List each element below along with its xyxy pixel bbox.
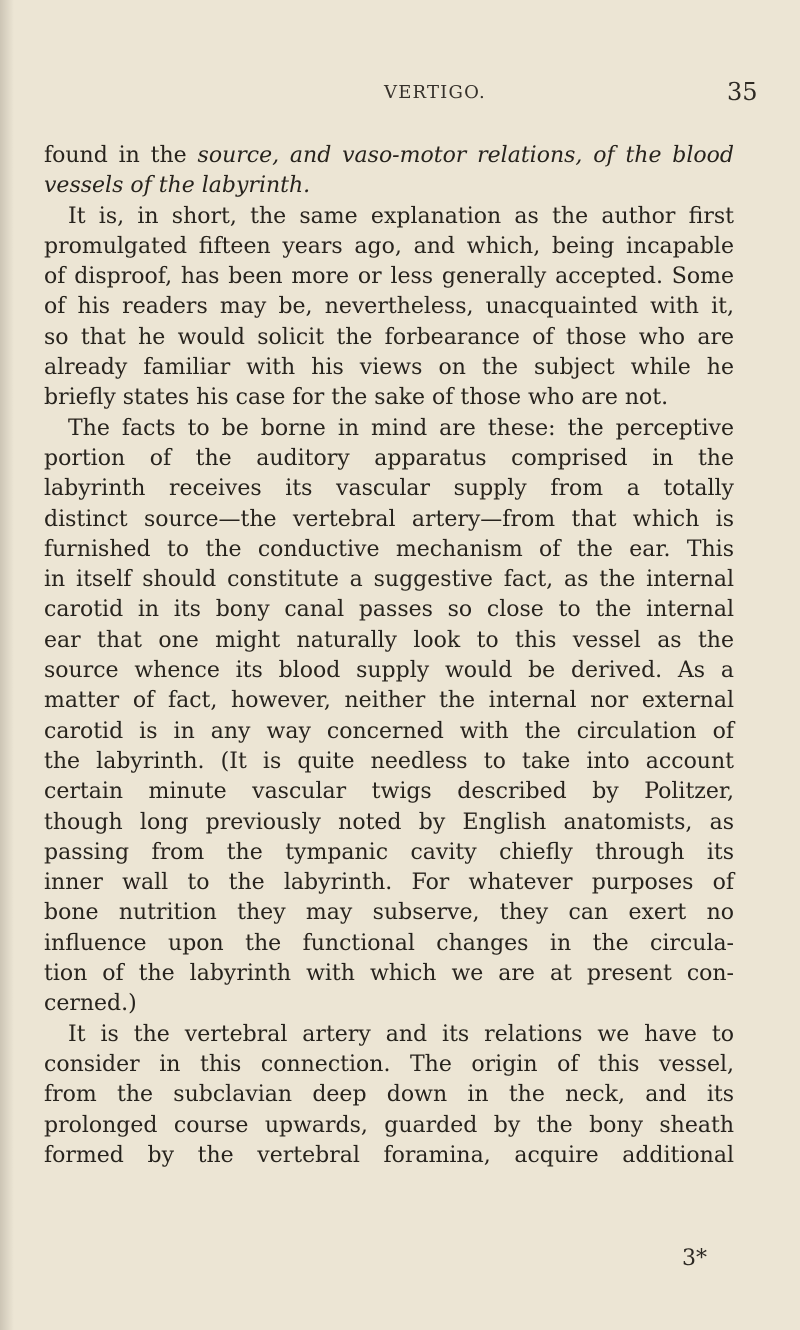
text-line-34: formed by the vertebral foramina, acquire additional (44, 1142, 734, 1168)
text-line-15: in itself should constitute a suggestive fact, as the internal (44, 567, 734, 593)
text-line-12: labyrinth receives its vascular supply from a totally (44, 476, 734, 502)
text-line-26: bone nutrition they may subserve, they can exert no (44, 900, 734, 926)
running-header-title: VERTIGO. (384, 82, 486, 103)
text-line-30: It is the vertebral artery and its relations we have to (68, 1021, 734, 1047)
text-line-24: passing from the tympanic cavity chiefly through its (44, 839, 734, 865)
text-line-1: found in the source, and vaso-motor relations, of the blood (44, 143, 734, 168)
text-line-19: matter of fact, however, neither the internal nor external (44, 688, 734, 714)
text-line-31: consider in this connection. The origin of this vessel, (44, 1051, 734, 1077)
text-line-18: source whence its blood supply would be derived. As a (44, 658, 734, 684)
text-line-23: though long previously noted by English anatomists, as (44, 809, 734, 835)
text-line-22: certain minute vascular twigs described by Politzer, (44, 779, 734, 805)
text-line-21: the labyrinth. (It is quite needless to take into account (44, 748, 734, 774)
text-line-3: It is, in short, the same explanation as the author first (68, 203, 734, 229)
text-line-29: cerned.) (44, 991, 137, 1017)
text-line-11: portion of the auditory apparatus comprised in the (44, 445, 734, 471)
page-number: 35 (727, 78, 758, 106)
page-binding-shadow (0, 0, 14, 1330)
text-line-13: distinct source—the vertebral artery—from that which is (44, 506, 734, 532)
text-line-16: carotid in its bony canal passes so close to the internal (44, 597, 734, 623)
text-line-9: briefly states his case for the sake of those who are not. (44, 385, 669, 411)
text-line-17: ear that one might naturally look to this vessel as the (44, 627, 734, 653)
text-line-32: from the subclavian deep down in the neck, and its (44, 1082, 734, 1108)
text-line-5: of disproof, has been more or less generally accepted. Some (44, 264, 734, 290)
text-line-2: vessels of the labyrinth. (44, 173, 311, 199)
text-line-20: carotid is in any way concerned with the circulation of (44, 718, 734, 744)
text-line-33: prolonged course upwards, guarded by the bony sheath (44, 1112, 734, 1138)
text-line-7: so that he would solicit the forbearance of those who are (44, 324, 734, 350)
text-line-27: influence upon the functional changes in the circula- (44, 930, 734, 956)
body-text (44, 141, 734, 1171)
signature-mark: 3* (682, 1246, 707, 1271)
text-line-4: promulgated fifteen years ago, and which, being incapable (44, 233, 734, 259)
text-line-10: The facts to be borne in mind are these: the perceptive (68, 415, 734, 441)
text-line-8: already familiar with his views on the subject while he (44, 355, 734, 381)
text-line-14: furnished to the conductive mechanism of the ear. This (44, 536, 734, 562)
text-line-25: inner wall to the labyrinth. For whatever purposes of (44, 870, 734, 896)
text-line-6: of his readers may be, nevertheless, unacquainted with it, (44, 294, 734, 320)
text-line-28: tion of the labyrinth with which we are at present con- (44, 961, 734, 987)
